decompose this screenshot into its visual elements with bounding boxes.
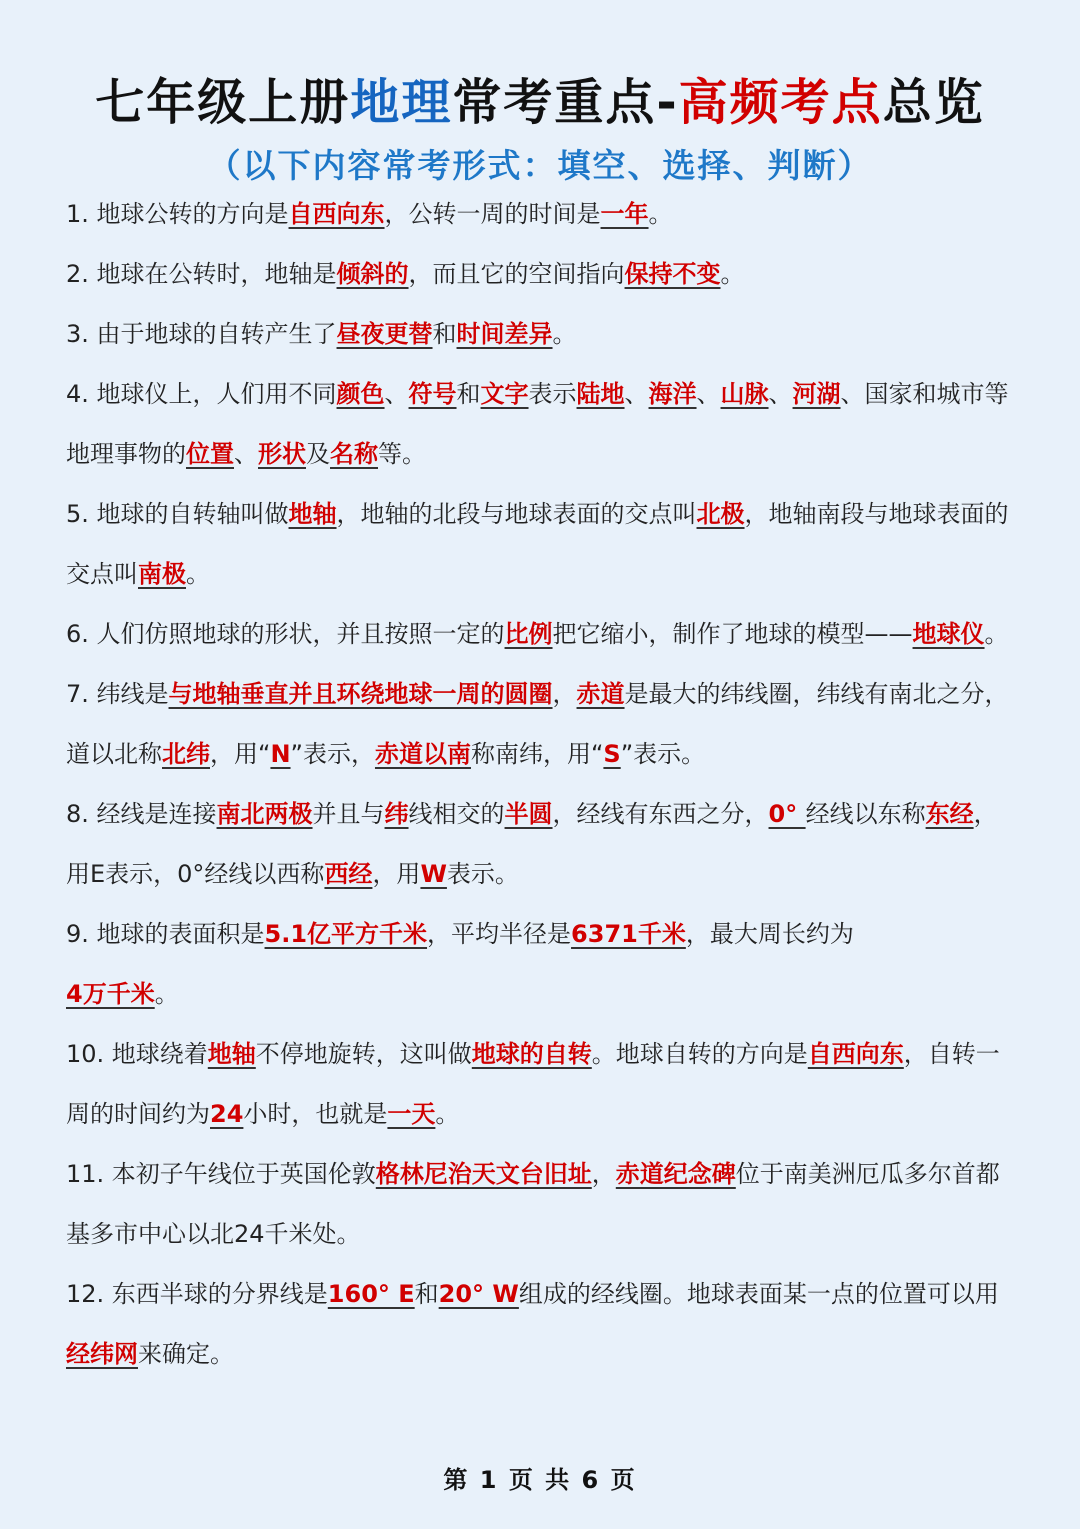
- highlighted-answer: 地球的自转: [471, 1040, 592, 1068]
- item-text: 3. 由于地球的自转产生了: [66, 320, 337, 348]
- item-text: 。: [552, 320, 577, 348]
- page-subtitle: （以下内容常考形式：填空、选择、判断）: [207, 146, 873, 185]
- item-text: 和: [414, 1280, 439, 1308]
- item-text: ”表示，: [290, 740, 375, 768]
- highlighted-answer: 倾斜的: [336, 260, 409, 288]
- list-item: [66, 664, 1018, 784]
- item-text: 称南纬，用“: [470, 740, 604, 768]
- item-text: 4. 地球仪上，人们用不同: [66, 380, 337, 408]
- list-item: [66, 1144, 1018, 1264]
- highlighted-answer: 一天: [387, 1100, 436, 1128]
- highlighted-answer: 20° W: [438, 1280, 519, 1308]
- item-text: 1. 地球公转的方向是: [66, 200, 289, 228]
- item-text: ，: [552, 680, 577, 708]
- item-text: 11. 本初子午线位于英国伦敦: [66, 1160, 376, 1188]
- highlighted-answer: 24: [210, 1100, 244, 1128]
- item-text: ，地轴南段与地球表面的交点叫: [66, 500, 1009, 588]
- highlighted-answer: 山脉: [720, 380, 769, 408]
- list-item: [66, 904, 1018, 1024]
- highlighted-answer: 赤道: [576, 680, 625, 708]
- list-item: [66, 604, 1018, 664]
- highlighted-answer: 位置: [186, 440, 234, 468]
- item-text: ，用E表示，0°经线以西称: [66, 800, 998, 888]
- item-text: 和: [432, 320, 457, 348]
- highlighted-answer: 经纬网: [66, 1340, 138, 1368]
- item-text: ，自转一周的时间约为: [66, 1040, 1000, 1128]
- highlighted-answer: 东经: [925, 800, 974, 828]
- highlighted-answer: 与地轴垂直并且环绕地球一周的圆圈: [168, 680, 553, 708]
- page-footer: 第 1 页 共 6 页: [443, 1466, 637, 1494]
- highlighted-answer: 符号: [408, 380, 457, 408]
- item-text: 10. 地球绕着: [66, 1040, 208, 1068]
- highlighted-answer: 纬: [384, 800, 409, 828]
- item-text: 、国家和城市等地理事物的: [66, 380, 1009, 468]
- item-text: 并且与: [312, 800, 385, 828]
- item-text: ”表示。: [620, 740, 706, 768]
- title-part-key-points: 常考重点-: [452, 74, 679, 131]
- item-text: ，而且它的空间指向: [408, 260, 625, 288]
- item-text: 、: [696, 380, 721, 408]
- highlighted-answer: 5.1亿平方千米: [264, 920, 428, 948]
- title-part-subject: 地理: [350, 74, 453, 131]
- item-text: 及: [306, 440, 330, 468]
- list-item: [66, 304, 1018, 364]
- title-part-high-frequency: 高频考点: [678, 74, 883, 131]
- item-text: 。地球自转的方向是: [591, 1040, 808, 1068]
- item-text: 等。: [378, 440, 426, 468]
- item-text: ，用“: [210, 740, 271, 768]
- list-item: [66, 784, 1018, 904]
- highlighted-answer: 地球仪: [912, 620, 985, 648]
- item-text: ，用: [372, 860, 421, 888]
- highlighted-answer: 半圆: [504, 800, 553, 828]
- highlighted-answer: 160° E: [327, 1280, 415, 1308]
- item-text: 表示。: [446, 860, 519, 888]
- highlighted-answer: 颜色: [336, 380, 385, 408]
- highlighted-answer: 自西向东: [288, 200, 385, 228]
- item-text: 不停地旋转，这叫做: [255, 1040, 472, 1068]
- highlighted-answer: 0°: [768, 800, 806, 828]
- item-text: ，地轴的北段与地球表面的交点叫: [336, 500, 697, 528]
- highlighted-answer: 陆地: [576, 380, 625, 408]
- item-text: 5. 地球的自转轴叫做: [66, 500, 289, 528]
- highlighted-answer: 南极: [138, 560, 186, 588]
- highlighted-answer: 赤道纪念碑: [615, 1160, 736, 1188]
- item-text: 8. 经线是连接: [66, 800, 217, 828]
- highlighted-answer: W: [420, 860, 447, 888]
- highlighted-answer: 格林尼治天文台旧址: [375, 1160, 592, 1188]
- list-item: [66, 244, 1018, 304]
- item-text: 小时，也就是: [243, 1100, 388, 1128]
- highlighted-answer: 海洋: [648, 380, 697, 408]
- item-text: 经线以东称: [805, 800, 926, 828]
- item-text: 。: [154, 980, 179, 1008]
- item-text: 和: [456, 380, 481, 408]
- highlighted-answer: 地轴: [288, 500, 337, 528]
- highlighted-answer: 西经: [324, 860, 373, 888]
- item-text: 来确定。: [138, 1340, 234, 1368]
- item-text: 表示: [528, 380, 577, 408]
- knowledge-list: [66, 184, 1018, 1384]
- item-text: 7. 纬线是: [66, 680, 169, 708]
- highlighted-answer: 河湖: [792, 380, 841, 408]
- item-text: 、: [384, 380, 409, 408]
- item-text: ，公转一周的时间是: [384, 200, 601, 228]
- highlighted-answer: 北极: [696, 500, 745, 528]
- highlighted-answer: S: [603, 740, 621, 768]
- highlighted-answer: 形状: [258, 440, 306, 468]
- title-part-overview: 总览: [882, 74, 985, 131]
- highlighted-answer: 赤道以南: [374, 740, 471, 768]
- item-text: ，经线有东西之分，: [552, 800, 769, 828]
- highlighted-answer: N: [270, 740, 291, 768]
- item-text: 。: [984, 620, 1009, 648]
- item-text: 6. 人们仿照地球的形状，并且按照一定的: [66, 620, 505, 648]
- item-text: 是最大的纬线圈，纬线有南北之分，道以北称: [66, 680, 1009, 768]
- item-text: 2. 地球在公转时，地轴是: [66, 260, 337, 288]
- item-text: ，平均半径是: [427, 920, 572, 948]
- item-text: 把它缩小，制作了地球的模型——: [552, 620, 913, 648]
- highlighted-answer: 自西向东: [807, 1040, 904, 1068]
- list-item: [66, 484, 1018, 604]
- highlighted-answer: 比例: [504, 620, 553, 648]
- highlighted-answer: 时间差异: [456, 320, 553, 348]
- item-text: 9. 地球的表面积是: [66, 920, 265, 948]
- item-text: 。: [648, 200, 673, 228]
- item-text: 、: [624, 380, 649, 408]
- highlighted-answer: 昼夜更替: [336, 320, 433, 348]
- list-item: [66, 364, 1018, 484]
- highlighted-answer: 地轴: [207, 1040, 256, 1068]
- item-text: 12. 东西半球的分界线是: [66, 1280, 328, 1308]
- item-text: 。: [435, 1100, 460, 1128]
- highlighted-answer: 南北两极: [216, 800, 313, 828]
- item-text: ，最大周长约为: [685, 920, 854, 948]
- item-text: 。: [186, 560, 210, 588]
- list-item: [66, 1024, 1018, 1144]
- item-text: 、: [234, 440, 258, 468]
- highlighted-answer: 6371千米: [571, 920, 686, 948]
- list-item: [66, 1264, 1018, 1384]
- highlighted-answer: 一年: [600, 200, 649, 228]
- page-title: [0, 72, 1080, 134]
- highlighted-answer: 名称: [330, 440, 378, 468]
- highlighted-answer: 北纬: [162, 740, 210, 768]
- highlighted-answer: 文字: [480, 380, 529, 408]
- item-text: 。: [720, 260, 745, 288]
- title-part-grade: 七年级上册: [95, 74, 351, 131]
- item-text: ，: [591, 1160, 616, 1188]
- list-item: [66, 184, 1018, 244]
- highlighted-answer: 保持不变: [624, 260, 721, 288]
- item-text: 位于南美洲厄瓜多尔首都基多市中心以北24千米处。: [66, 1160, 1000, 1248]
- item-text: 线相交的: [408, 800, 505, 828]
- item-text: 组成的经线圈。地球表面某一点的位置可以用: [518, 1280, 999, 1308]
- highlighted-answer: 4万千米: [66, 980, 155, 1008]
- item-text: 、: [768, 380, 793, 408]
